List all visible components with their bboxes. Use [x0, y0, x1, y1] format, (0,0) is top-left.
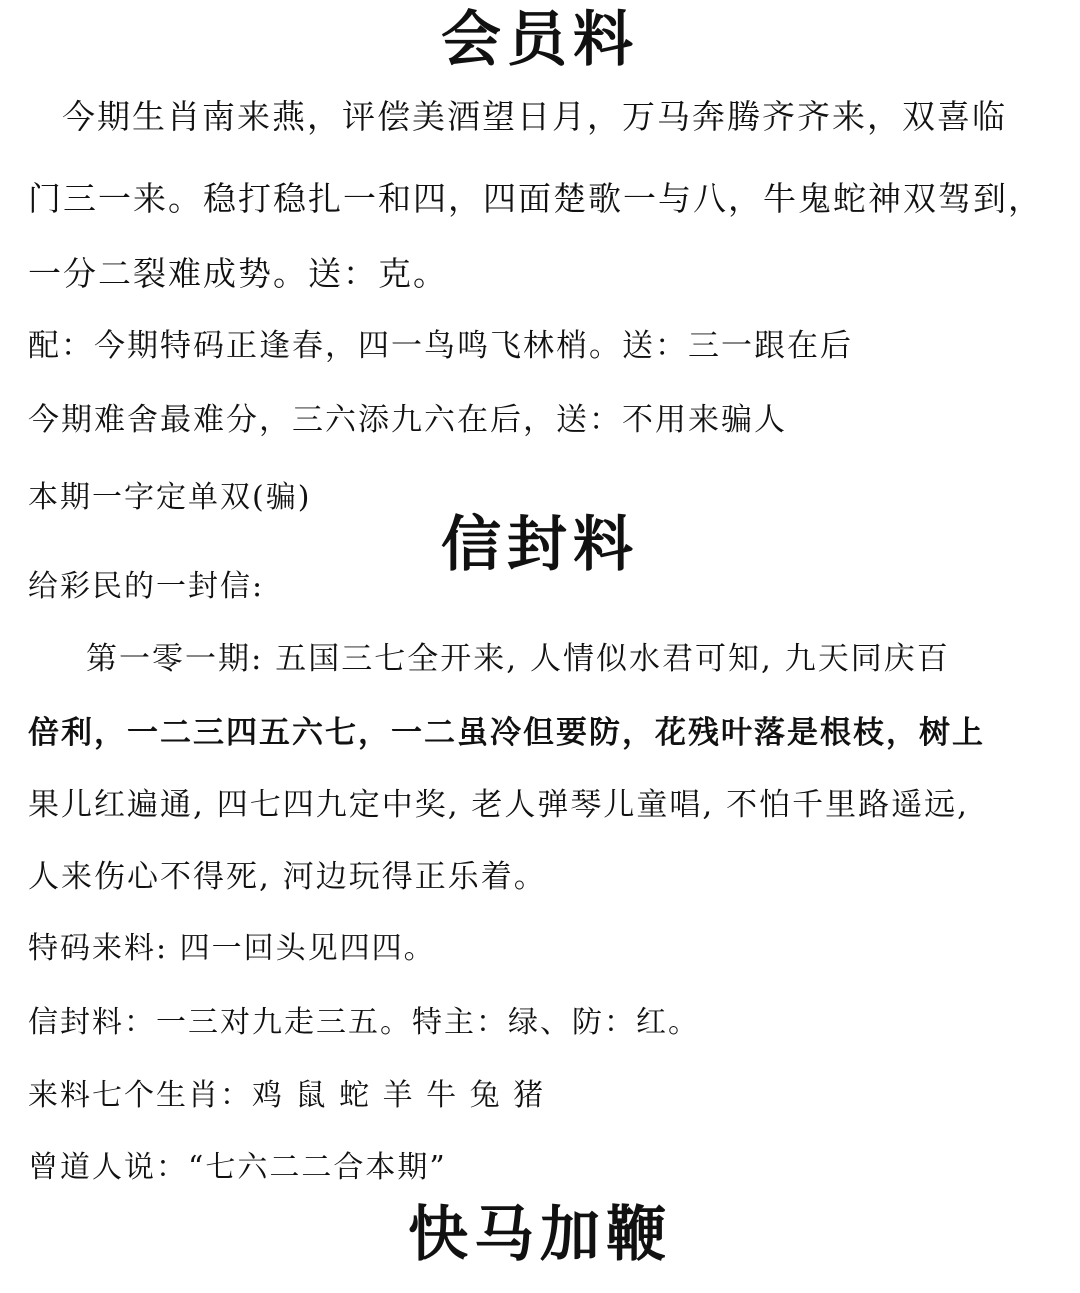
envelope-line-8: 来料七个生肖：鸡 鼠 蛇 羊 牛 兔 猪: [28, 1078, 546, 1113]
member-line-1: 今期生肖南来燕，评偿美酒望日月，万马奔腾齐齐来，双喜临: [62, 97, 1007, 136]
envelope-line-6: 特码来料: 四一回头见四四。: [28, 931, 436, 966]
envelope-line-2: 第一零一期: 五国三七全开来, 人情似水君可知, 九天同庆百: [86, 641, 950, 677]
member-line-4: 配：今期特码正逢春，四一鸟鸣飞林梢。送：三一跟在后: [28, 328, 853, 364]
member-line-2: 门三一来。稳打稳扎一和四，四面楚歌一与八，牛鬼蛇神双驾到，: [28, 179, 1043, 218]
envelope-line-1: 给彩民的一封信:: [28, 569, 265, 604]
section-title-member: 会员料: [441, 5, 639, 75]
envelope-line-4: 果儿红遍通, 四七四九定中奖, 老人弹琴儿童唱, 不怕千里路遥远,: [28, 787, 969, 823]
envelope-line-5: 人来伤心不得死, 河边玩得正乐着。: [28, 859, 547, 895]
member-line-6: 本期一字定单双(骗): [28, 480, 312, 515]
envelope-line-9: 曾道人说：“七六二二合本期”: [28, 1150, 447, 1185]
envelope-line-7: 信封料：一三对九走三五。特主：绿、防：红。: [28, 1005, 700, 1040]
member-line-3: 一分二裂难成势。送：克。: [28, 254, 448, 293]
envelope-line-3: 倍利，一二三四五六七，一二虽冷但要防，花残叶落是根枝，树上: [28, 715, 985, 751]
section-title-envelope: 信封料: [441, 510, 639, 580]
member-line-5: 今期难舍最难分，三六添九六在后，送：不用来骗人: [28, 402, 787, 438]
section-title-quick-horse: 快马加鞭: [408, 1200, 672, 1270]
